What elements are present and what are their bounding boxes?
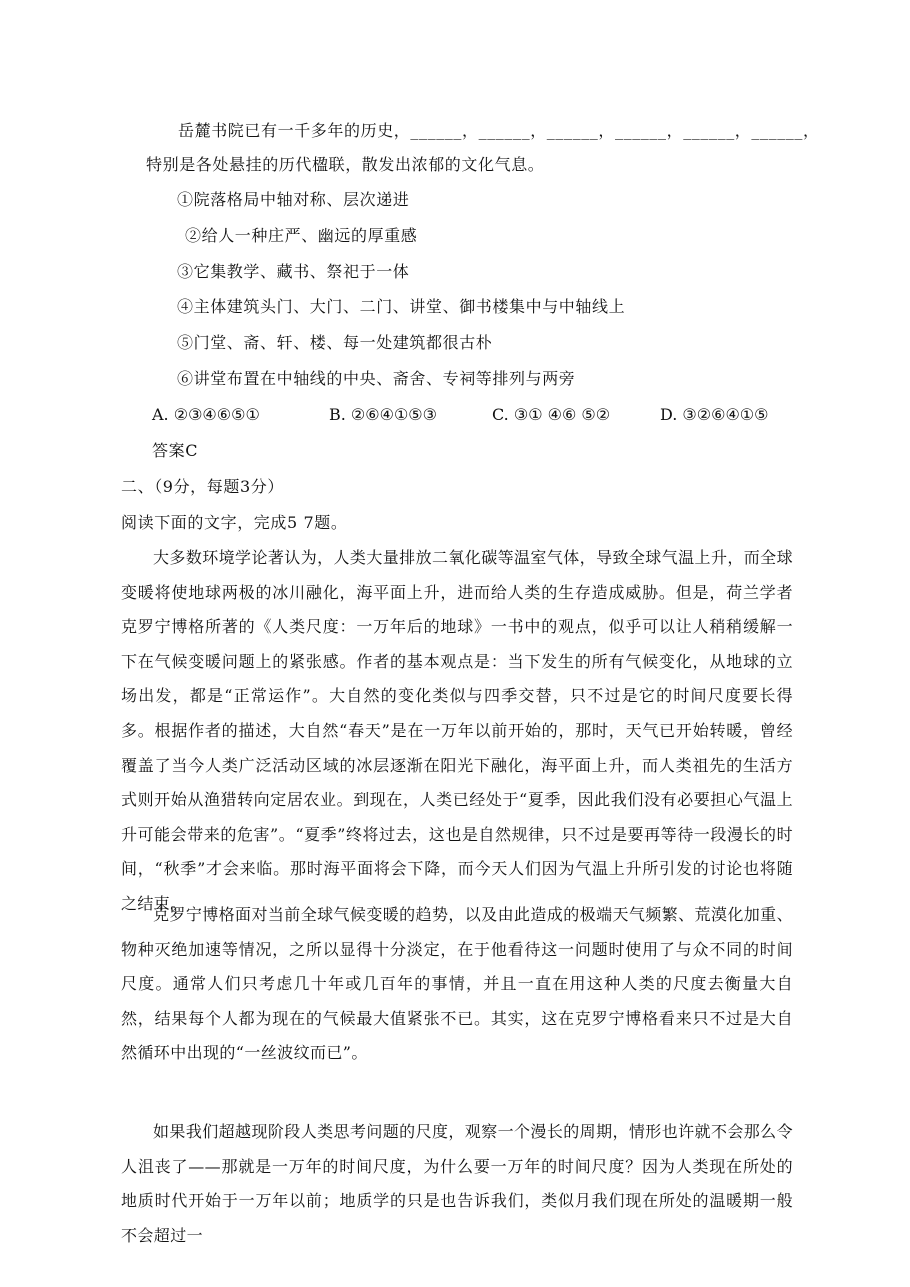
answer-options	[152, 405, 812, 427]
passage-paragraph-2: 克罗宁博格面对当前全球气候变暖的趋势，以及由此造成的极端天气频繁、荒漠化加重、物种灭绝加速等情况，之所以显得十分淡定，在于他看待这一问题时使用了与众不同的时间尺度。通常人们只考虑几十年或几百年的事情，并且一直在用这种人类的尺度去衡量大自然，结果每个人都为现在的气候最大值紧张不已。其实，这在克罗宁博格看来只不过是大自然循环中出现的“一丝波纹而已”。	[121, 905, 793, 1063]
question-item-2: ②给人一种庄严、幽远的厚重感	[185, 226, 418, 245]
option-b: B. ②⑥④①⑤③	[329, 405, 437, 424]
question-item-5: ⑤门堂、斋、轩、楼、每一处建筑都很古朴	[177, 333, 493, 352]
passage-paragraph-1: 大多数环境学论著认为，人类大量排放二氧化碳等温室气体，导致全球气温上升，而全球变暖将使地球两极的冰川融化，海平面上升，进而给人类的生存造成威胁。但是，荷兰学者克罗宁博格所著的《人类尺度：一万年后的地球》一书中的观点，似乎可以让人稍稍缓解一下在气候变暖问题上的紧张感。作者的基本观点是：当下发生的所有气候变化，从地球的立场出发，都是“正常运作”。大自然的变化类似与四季交替，只不过是它的时间尺度要长得多。根据作者的描述，大自然“春天”是在一万年以前开始的，那时，天气已开始转暖，曾经覆盖了当今人类广泛活动区域的冰层逐渐在阳光下融化，海平面上升，而人类祖先的生活方式则开始从渔猎转向定居农业。到现在，人类已经处于“夏季，因此我们没有必要担心气温上升可能会带来的危害”。“夏季”终将过去，这也是自然规律，只不过是要再等待一段漫长的时间，“秋季”才会来临。那时海平面将会下降，而今天人们因为气温上升所引发的讨论也将随之结束。	[121, 548, 793, 913]
section-instruction: 阅读下面的文字，完成5 7题。	[121, 513, 348, 532]
question-stem-line2: 特别是各处悬挂的历代楹联，散发出浓郁的文化气息。	[146, 155, 545, 174]
option-d: D. ③②⑥④①⑤	[660, 405, 769, 424]
section-heading: 二、（9分，每题3分）	[121, 477, 284, 496]
option-a: A. ②③④⑥⑤①	[152, 405, 260, 424]
option-c: C. ③① ④⑥ ⑤②	[492, 405, 611, 424]
question-item-4: ④主体建筑头门、大门、二门、讲堂、御书楼集中与中轴线上	[177, 297, 626, 316]
question-stem-line1: 岳麓书院已有一千多年的历史，______，______，______，______，______，______，	[178, 121, 820, 140]
question-item-6: ⑥讲堂布置在中轴线的中央、斋舍、专祠等排列与两旁	[177, 369, 576, 388]
question-item-3: ③它集教学、藏书、祭祀于一体	[177, 262, 410, 281]
question-item-1: ①院落格局中轴对称、层次递进	[177, 190, 410, 209]
passage-paragraph-3: 如果我们超越现阶段人类思考问题的尺度，观察一个漫长的周期，情形也许就不会那么令人沮丧了——那就是一万年的时间尺度，为什么要一万年的时间尺度？因为人类现在所处的地质时代开始于一万年以前；地质学的只是也告诉我们，类似月我们现在所处的温暖期一般不会超过一	[121, 1122, 793, 1245]
answer-label: 答案C	[152, 441, 199, 460]
